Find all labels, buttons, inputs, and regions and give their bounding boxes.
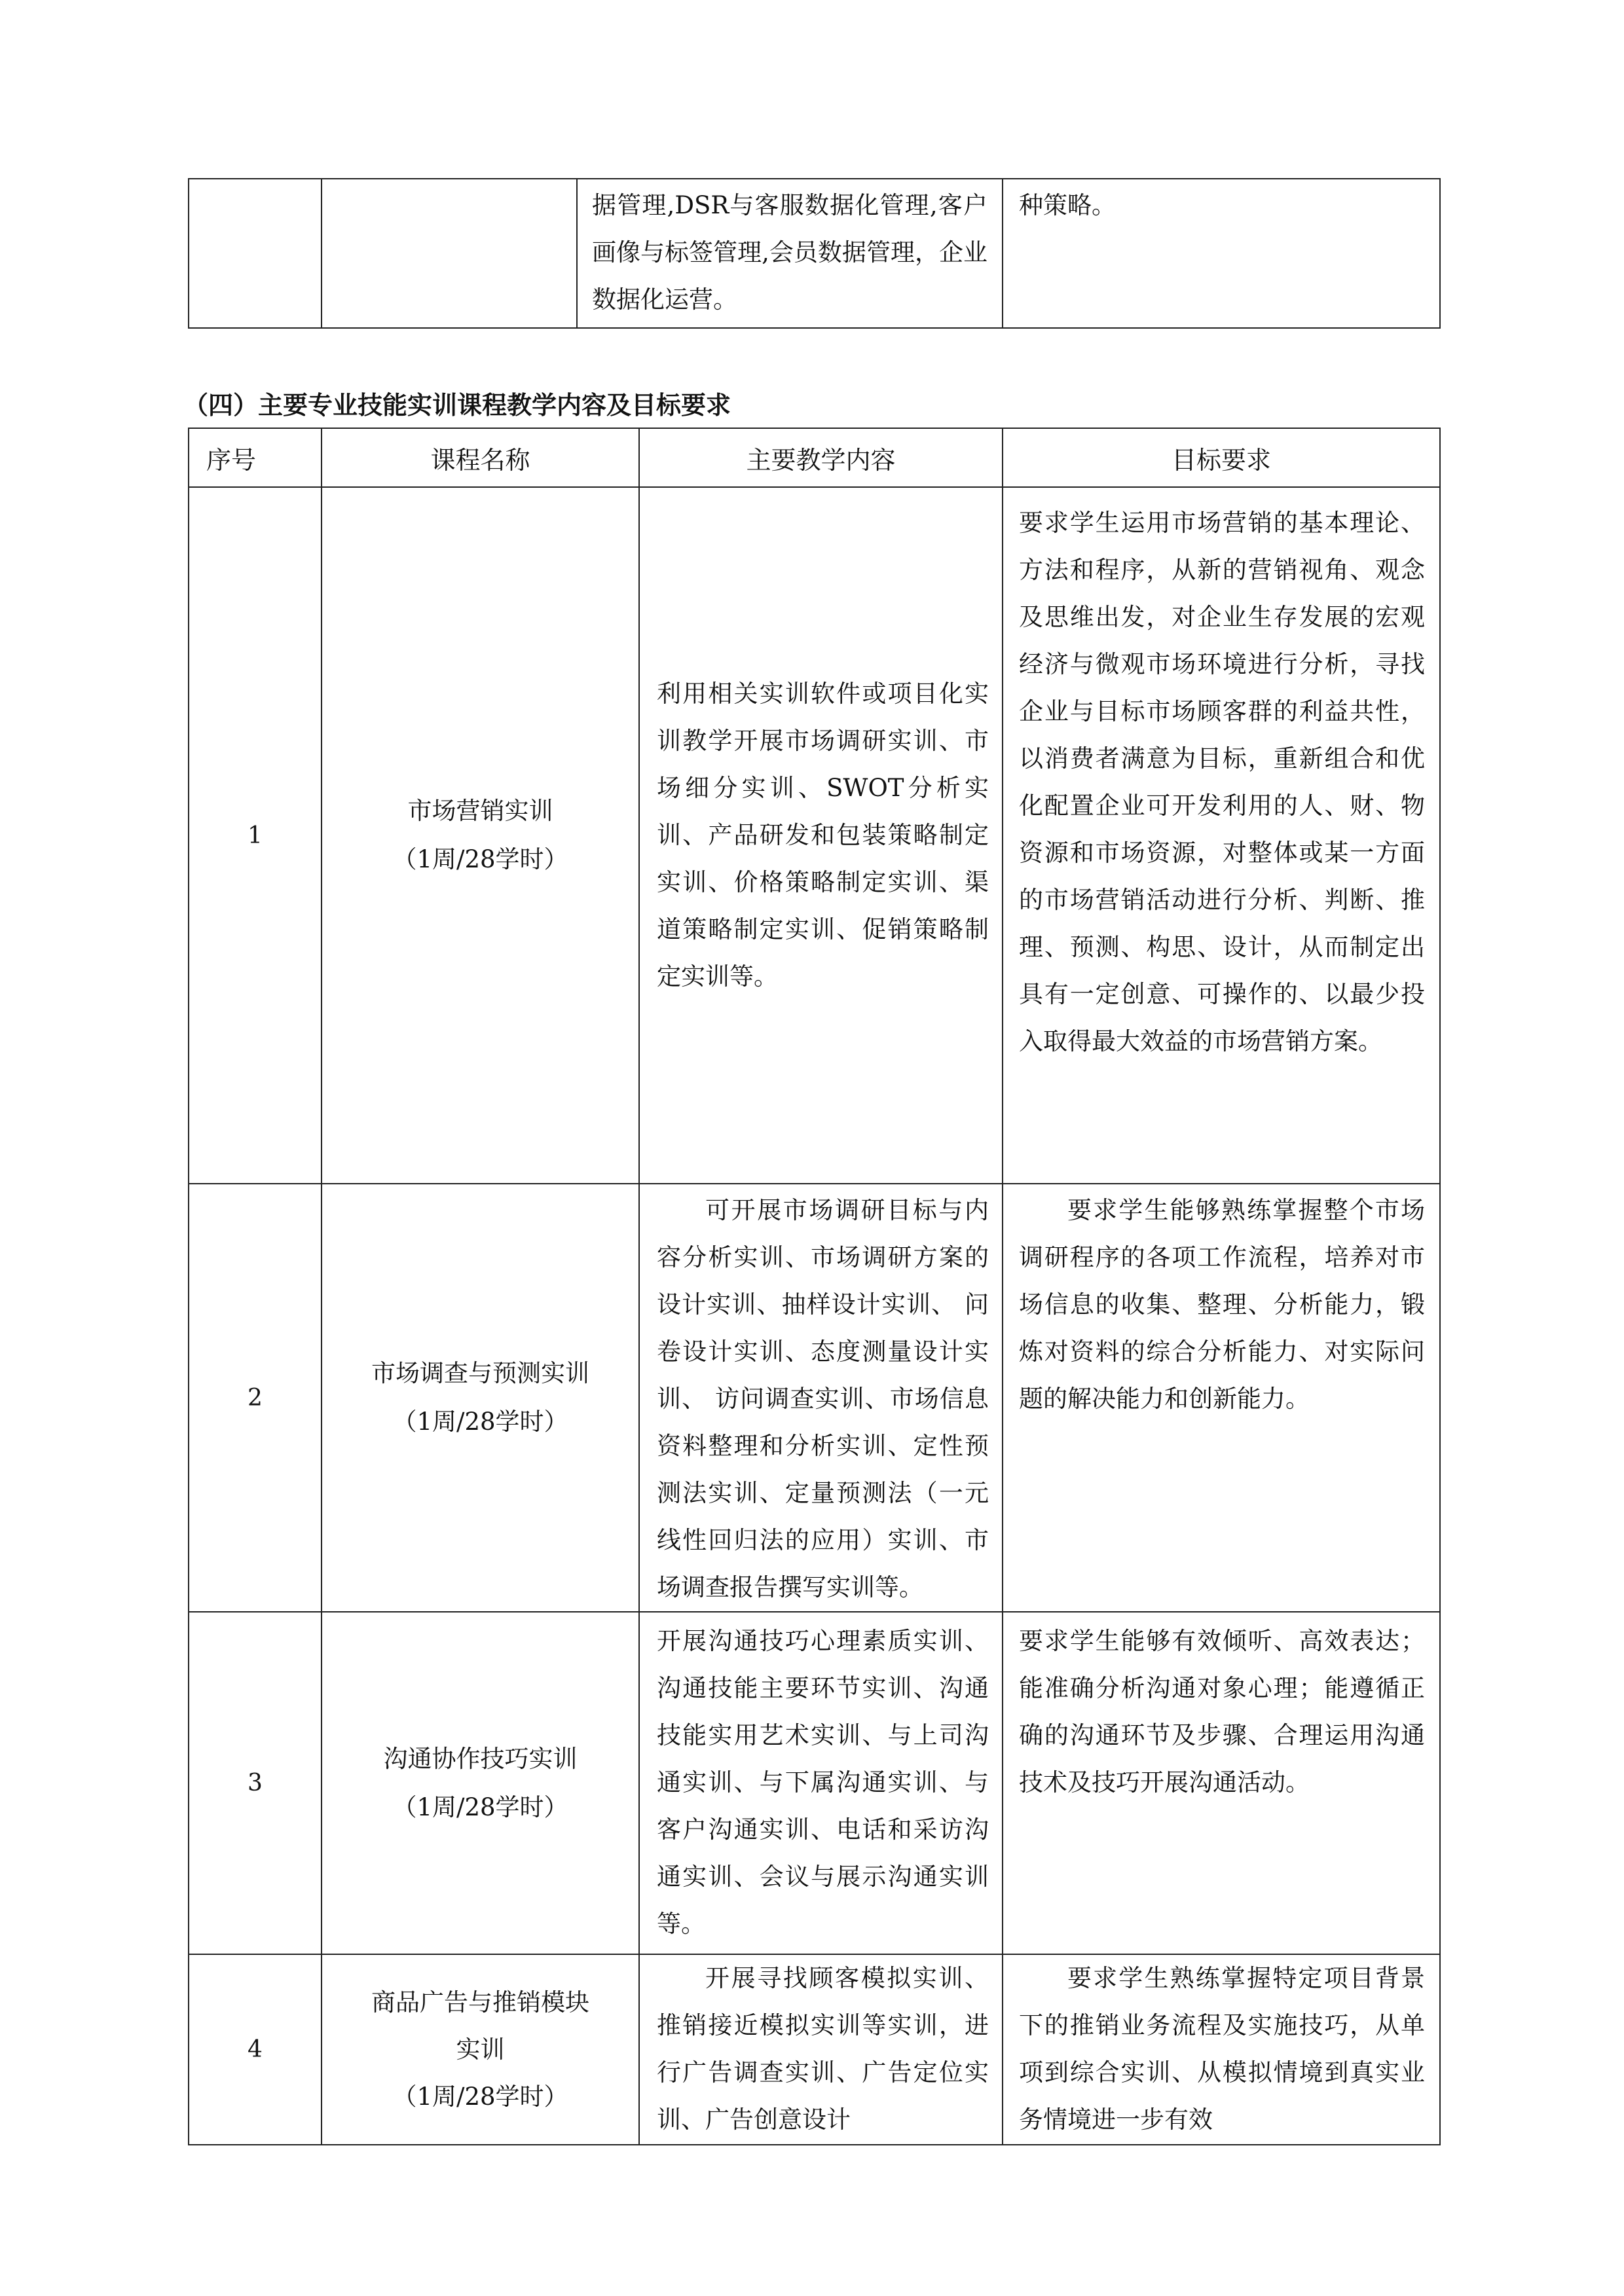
row-num: 4	[189, 1954, 322, 2145]
course-name: 市场营销实训	[407, 797, 553, 825]
course-hours: （1周/28学时）	[392, 1793, 568, 1821]
row-requirement-cell	[1003, 487, 1440, 1184]
continued-content-cell	[577, 179, 1003, 328]
course-name: 沟通协作技巧实训	[383, 1744, 578, 1773]
course-hours: （1周/28学时）	[392, 2082, 568, 2111]
table-header-row	[189, 428, 1440, 487]
header-requirement: 目标要求	[1003, 428, 1440, 487]
row-requirement-cell	[1003, 1184, 1440, 1612]
continued-requirement-text: 种策略。	[1019, 191, 1116, 219]
header-num: 序号	[189, 428, 322, 487]
row-name-cell	[322, 1184, 639, 1612]
header-content: 主要教学内容	[639, 428, 1003, 487]
continued-num-cell	[189, 179, 322, 328]
course-name-line1: 商品广告与推销模块	[371, 1988, 589, 2016]
row-content-cell	[639, 1954, 1003, 2145]
table-row	[189, 1954, 1440, 2145]
course-hours: （1周/28学时）	[392, 1408, 568, 1436]
row-name-cell	[322, 1954, 639, 2145]
training-course-table	[188, 428, 1441, 2145]
course-name-line2: 实训	[456, 2035, 505, 2064]
course-content: 利用相关实训软件或项目化实训教学开展市场调研实训、市场细分实训、SWOT分析实训、产品研发和包装策略制定实训、价格策略制定实训、渠道策略制定实训、促销策略制定实训等。	[657, 680, 989, 991]
continued-requirement-cell	[1003, 179, 1440, 328]
continued-table	[188, 178, 1441, 329]
continued-content-text: 据管理,DSR与客服数据化管理,客户画像与标签管理,会员数据管理，企业数据化运营。	[592, 191, 987, 314]
course-content: 开展寻找顾客模拟实训、推销接近模拟实训等实训，进行广告调查实训、广告定位实训、广告创意设计	[657, 1964, 989, 2134]
row-num: 3	[189, 1612, 322, 1954]
course-name: 市场调查与预测实训	[371, 1359, 589, 1387]
row-requirement-cell	[1003, 1954, 1440, 2145]
continued-name-cell	[322, 179, 577, 328]
row-num: 1	[189, 487, 322, 1184]
course-hours: （1周/28学时）	[392, 845, 568, 873]
row-content-cell	[639, 487, 1003, 1184]
course-content: 开展沟通技巧心理素质实训、沟通技能主要环节实训、沟通技能实用艺术实训、与上司沟通实训、与下属沟通实训、与客户沟通实训、电话和采访沟通实训、会议与展示沟通实训等。	[657, 1627, 989, 1938]
course-requirement: 要求学生熟练掌握特定项目背景下的推销业务流程及实施技巧，从单项到综合实训、从模拟情境到真实业务情境进一步有效	[1019, 1964, 1425, 2134]
course-content: 可开展市场调研目标与内容分析实训、市场调研方案的设计实训、抽样设计实训、 问卷设计实训、态度测量设计实训、 访问调查实训、市场信息资料整理和分析实训、定性预测法实训、定量预测法（一元线性回归法的应用）实训、市场调查报告撰写实训等。	[657, 1196, 989, 1601]
course-requirement: 要求学生能够熟练掌握整个市场调研程序的各项工作流程，培养对市场信息的收集、整理、分析能力，锻炼对资料的综合分析能力、对实际问题的解决能力和创新能力。	[1019, 1196, 1425, 1413]
row-name-cell	[322, 487, 639, 1184]
course-requirement: 要求学生能够有效倾听、高效表达；能准确分析沟通对象心理；能遵循正确的沟通环节及步骤、合理运用沟通技术及技巧开展沟通活动。	[1019, 1627, 1425, 1796]
table-row	[189, 1612, 1440, 1954]
header-name: 课程名称	[322, 428, 639, 487]
row-content-cell	[639, 1184, 1003, 1612]
row-content-cell	[639, 1612, 1003, 1954]
section-heading: （四）主要专业技能实训课程教学内容及目标要求	[183, 391, 731, 420]
course-requirement: 要求学生运用市场营销的基本理论、方法和程序，从新的营销视角、观念及思维出发，对企业生存发展的宏观经济与微观市场环境进行分析，寻找企业与目标市场顾客群的利益共性，以消费者满意为目标，重新组合和优化配置企业可开发利用的人、财、物资源和市场资源，对整体或某一方面的市场营销活动进行分析、判断、推理、预测、构思、设计，从而制定出具有一定创意、可操作的、以最少投入取得最大效益的市场营销方案。	[1019, 509, 1425, 1055]
row-num: 2	[189, 1184, 322, 1612]
row-name-cell	[322, 1612, 639, 1954]
table-row	[189, 1184, 1440, 1612]
row-requirement-cell	[1003, 1612, 1440, 1954]
table-row	[189, 487, 1440, 1184]
